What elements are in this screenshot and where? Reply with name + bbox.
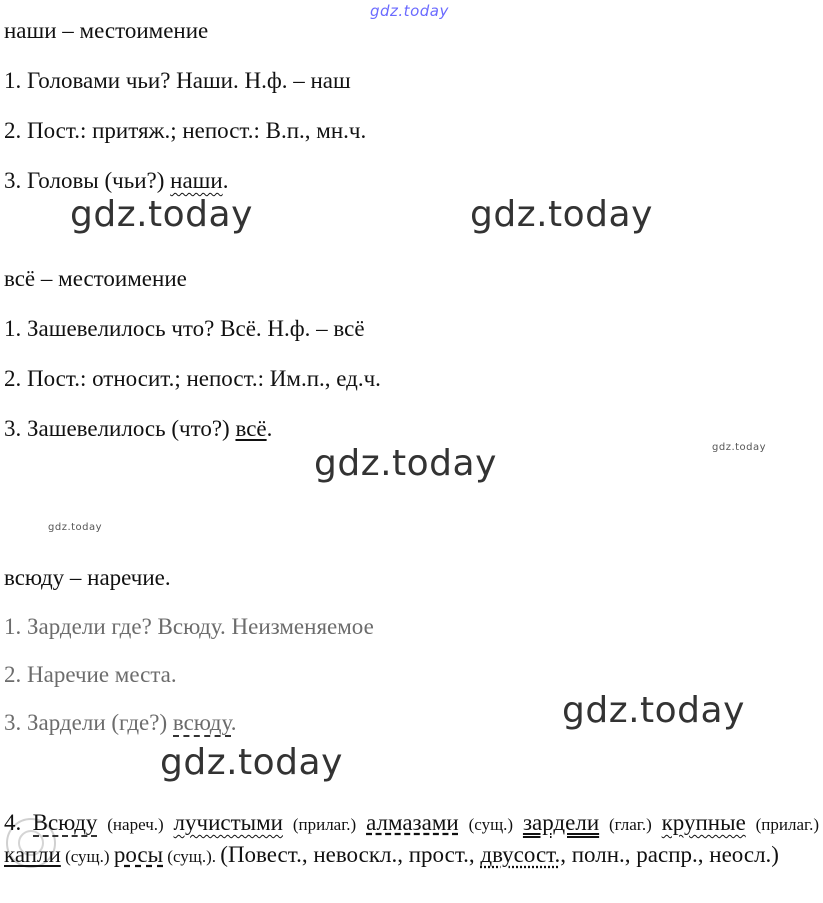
section1-line3-prefix: 3. Головы (чьи?) — [4, 168, 171, 193]
section1-line2: 2. Пост.: притяж.; непост.: В.п., мн.ч. — [4, 118, 367, 143]
pos-label-5: (прилаг.) — [745, 815, 819, 834]
word-dvusost: двусост. — [480, 842, 561, 867]
watermark-top: gdz.today — [370, 2, 449, 20]
section2-line3-suffix: . — [266, 416, 273, 441]
pos-label-1: (нареч.) — [97, 815, 174, 834]
section3-line3 — [4, 710, 236, 736]
section4-number: 4. — [4, 810, 33, 835]
word-zardeli: зардели — [522, 810, 600, 835]
section2-heading: всё – местоимение — [4, 266, 187, 291]
section2-underlined-word: всё — [235, 416, 267, 441]
watermark-1: gdz.today — [70, 194, 253, 235]
pos-label-7: (сущ.). — [163, 847, 221, 866]
section3-line3-suffix: . — [230, 710, 237, 735]
word-vsyudu: Всюду — [32, 810, 98, 835]
pos-label-4: (глаг.) — [599, 815, 662, 834]
word-luchistymi: лучистыми — [173, 810, 283, 835]
section4-paragraph — [4, 808, 819, 872]
pos-label-6: (сущ.) — [60, 847, 114, 866]
word-rosy: росы — [113, 842, 164, 867]
section1-line3-suffix: . — [222, 168, 229, 193]
section2-line2: 2. Пост.: относит.; непост.: Им.п., ед.ч. — [4, 366, 381, 391]
section2-line3-prefix: 3. Зашевелилось (что?) — [4, 416, 236, 441]
section3-line3-prefix: 3. Зардели (где?) — [4, 710, 173, 735]
section1-line1: 1. Головами чьи? Наши. Н.ф. – наш — [4, 68, 351, 93]
section3-underlined-word: всюду — [172, 710, 231, 735]
word-kapli: капли — [4, 842, 61, 867]
section1-underlined-word: наши — [170, 168, 223, 193]
word-krupnye: крупные — [661, 810, 746, 835]
word-almazami: алмазами — [366, 810, 459, 835]
pos-label-2: (прилаг.) — [282, 815, 367, 834]
watermark-5: gdz.today — [160, 742, 343, 783]
watermark-4: gdz.today — [562, 690, 745, 731]
section1-heading: наши – местоимение — [4, 18, 209, 43]
section1-line3 — [4, 168, 228, 194]
pos-label-3: (сущ.) — [458, 815, 523, 834]
section4-tail-1: (Повест., невоскл., прост., — [220, 842, 481, 867]
watermark-small-1: gdz.today — [712, 442, 767, 453]
section3-line2: 2. Наречие места. — [4, 662, 177, 687]
watermark-3: gdz.today — [314, 443, 497, 484]
section2-line1: 1. Зашевелилось что? Всё. Н.ф. – всё — [4, 316, 365, 341]
section3-line1: 1. Зардели где? Всюду. Неизменяемое — [4, 614, 374, 639]
section4-tail-2: , полн., распр., неосл.) — [560, 842, 779, 867]
section2-line3 — [4, 416, 272, 442]
watermark-small-2: gdz.today — [48, 522, 103, 533]
section3-heading: всюду – наречие. — [4, 565, 171, 590]
watermark-2: gdz.today — [470, 194, 653, 235]
